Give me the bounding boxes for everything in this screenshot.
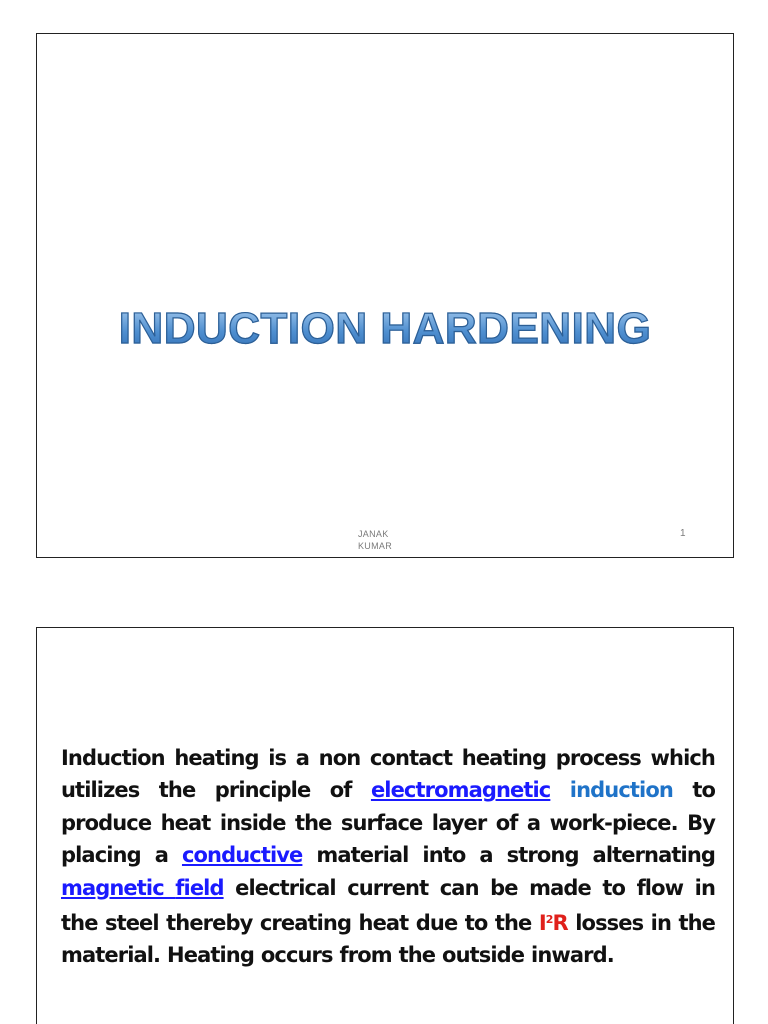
paragraph-text: to produce heat inside the surface layer of a work-piece. By placing a [61, 778, 715, 868]
slide-2 [36, 627, 734, 1024]
induction-term: induction [569, 778, 673, 803]
author-line-2: KUMAR [358, 541, 393, 551]
author-line-1: JANAK [358, 529, 389, 539]
slide-title: INDUCTION HARDENING [37, 304, 733, 354]
paragraph-text: losses in the material. Heating occurs from the outside inward. [61, 911, 715, 968]
conductive-link[interactable]: conductive [181, 843, 303, 868]
slide-1 [36, 33, 734, 558]
paragraph-space [550, 778, 569, 802]
paragraph-text: electrical current can be made to flow in the steel thereby creating heat due to the [61, 875, 715, 936]
i2r-term [539, 911, 568, 935]
paragraph-text: Induction heating is a non contact heating process which utilizes the principle of [61, 746, 715, 803]
i2r-superscript: 2 [545, 913, 553, 927]
i2r-i: I [538, 911, 546, 936]
slide-page-number: 1 [680, 528, 686, 539]
slide-footer-author [358, 528, 392, 552]
slide-body-paragraph [61, 742, 715, 972]
i2r-r: R [552, 911, 568, 936]
electromagnetic-link[interactable]: electromagnetic [370, 778, 551, 803]
paragraph-text: material into a strong alternating [302, 843, 716, 868]
field-link[interactable]: field [175, 875, 224, 900]
magnetic-link[interactable]: magnetic [61, 875, 176, 900]
